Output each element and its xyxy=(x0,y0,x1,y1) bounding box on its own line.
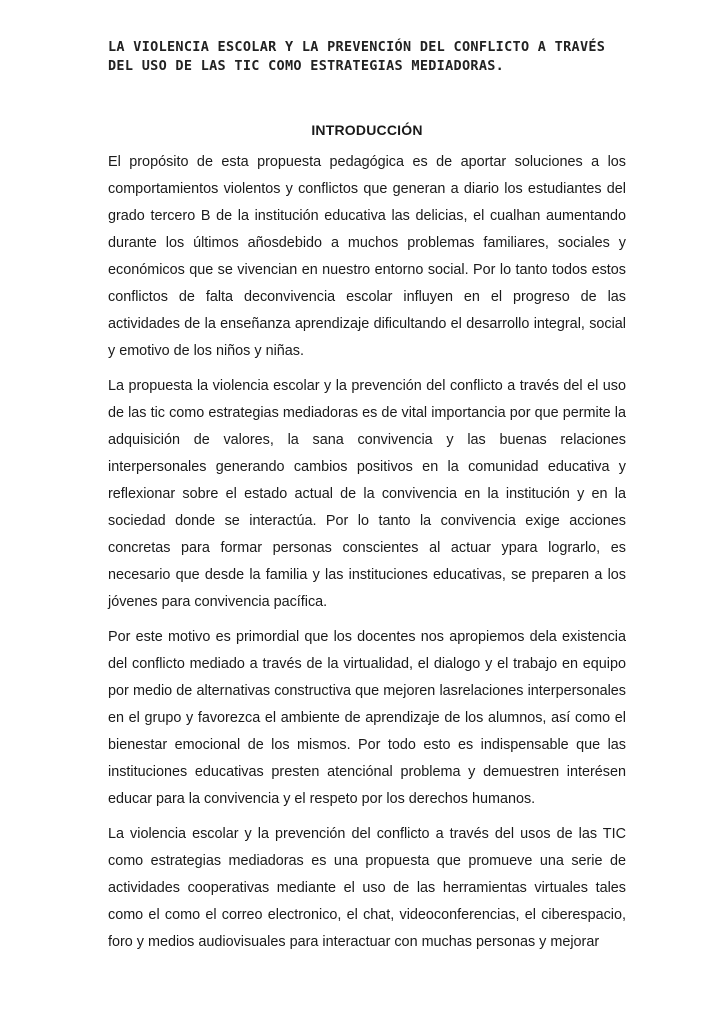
paragraph-3: Por este motivo es primordial que los docentes nos apropiemos dela existencia del conflicto mediado a través de la virtualidad, el dialogo y el trabajo en equipo por medio de alternativas constructiva que mejoren lasrelaciones interpersonales en el grupo y favorezca el ambiente de aprendizaje de los alumnos, así como el bienestar emocional de los mismos. Por todo esto es indispensable que las instituciones educativas presten atenciónal problema y demuestren interésen educar para la convivencia y el respeto por los derechos humanos. xyxy=(108,629,626,807)
document-title-line-2: DEL USO DE LAS TIC COMO ESTRATEGIAS MEDIADORAS. xyxy=(108,58,505,74)
document-title-line-1: LA VIOLENCIA ESCOLAR Y LA PREVENCIÓN DEL CONFLICTO A TRAVÉS xyxy=(108,39,606,55)
paragraph-2: La propuesta la violencia escolar y la prevención del conflicto a través del el uso de las tic como estrategias mediadoras es de vital importancia por que permite la adquisición de valores, la sana convivencia y las buenas relaciones interpersonales generando cambios positivos en la comunidad educativa y reflexionar sobre el estado actual de la convivencia en la institución y en la sociedad donde se interactúa. Por lo tanto la convivencia exige acciones concretas para formar personas conscientes al actuar ypara lograrlo, es necesario que desde la familia y las instituciones educativas, se preparen a los jóvenes para convivencia pacífica. xyxy=(108,378,626,610)
section-heading: INTRODUCCIÓN xyxy=(311,122,423,138)
paragraph-1: El propósito de esta propuesta pedagógica es de aportar soluciones a los comportamientos violentos y conflictos que generan a diario los estudiantes del grado tercero B de la institución educativa las delicias, el cualhan aumentando durante los últimos añosdebido a muchos problemas familiares, sociales y económicos que se vivencian en nuestro entorno social. Por lo tanto todos estos conflictos de falta deconvivencia escolar influyen en el progreso de las actividades de la enseñanza aprendizaje dificultando el desarrollo integral, social y emotivo de los niños y niñas. xyxy=(108,154,626,359)
paragraph-4: La violencia escolar y la prevención del conflicto a través del usos de las TIC como estrategias mediadoras es una propuesta que promueve una serie de actividades cooperativas mediante el uso de las herramientas virtuales tales como el como el correo electronico, el chat, videoconferencias, el ciberespacio, foro y medios audiovisuales para interactuar con muchas personas y mejorar xyxy=(108,826,626,950)
document-title xyxy=(108,38,626,76)
document-page xyxy=(108,38,626,956)
